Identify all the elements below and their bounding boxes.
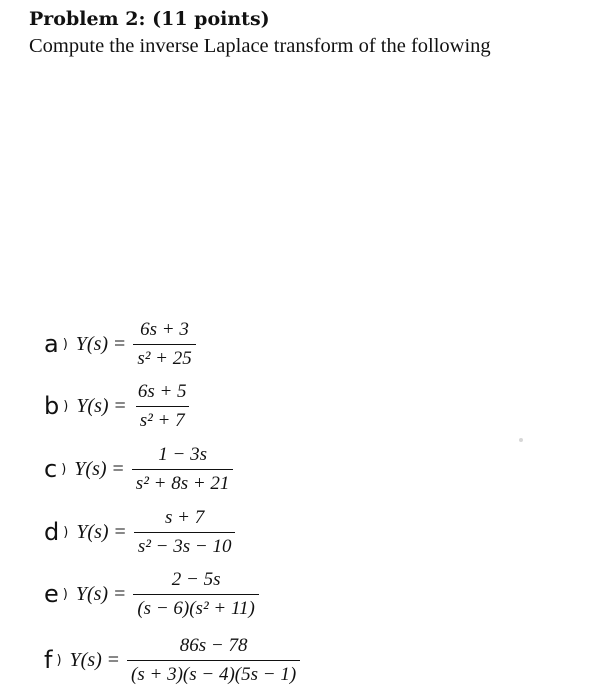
fraction	[133, 320, 195, 369]
equals-sign: =	[114, 332, 126, 355]
function-lhs: Y(s)	[75, 332, 109, 355]
problem-f	[44, 634, 300, 686]
function-lhs: Y(s)	[75, 582, 109, 605]
problem-letter: a	[44, 330, 59, 358]
problem-e	[44, 568, 259, 620]
function-lhs: Y(s)	[69, 648, 102, 671]
denominator: (s + 3)(s − 4)(5s − 1)	[127, 660, 300, 685]
denominator: s² + 7	[136, 406, 189, 431]
fraction	[127, 636, 300, 685]
fraction	[134, 508, 236, 557]
problem-paren: )	[63, 398, 69, 414]
equals-sign: =	[114, 520, 126, 543]
numerator: 6s + 3	[140, 318, 189, 340]
denominator: s² − 3s − 10	[134, 532, 236, 557]
stray-dot	[519, 438, 523, 442]
equals-sign: =	[114, 394, 126, 417]
problem-paren: )	[63, 524, 69, 540]
equals-sign: =	[114, 582, 126, 605]
fraction	[134, 382, 191, 431]
numerator: s + 7	[165, 506, 205, 528]
problem-b	[44, 380, 191, 432]
function-lhs: Y(s)	[76, 520, 109, 543]
function-lhs: Y(s)	[74, 457, 107, 480]
numerator: 86s − 78	[179, 634, 248, 656]
problem-paren: )	[61, 461, 67, 477]
equals-sign: =	[107, 648, 120, 671]
problem-letter: b	[44, 392, 60, 420]
problem-letter: e	[44, 580, 59, 608]
problem-letter: c	[44, 455, 58, 483]
problem-d	[44, 506, 235, 558]
denominator: (s − 6)(s² + 11)	[133, 594, 259, 619]
problem-c	[44, 443, 233, 495]
fraction	[132, 445, 234, 494]
problem-instructions: Compute the inverse Laplace transform of the following	[29, 35, 491, 57]
problem-paren: )	[56, 652, 62, 668]
equals-sign: =	[112, 457, 124, 480]
function-lhs: Y(s)	[76, 394, 109, 417]
problem-letter: f	[44, 646, 53, 674]
numerator: 6s + 5	[137, 380, 187, 402]
problem-heading: Problem 2: (11 points)	[29, 8, 270, 30]
problem-a	[44, 318, 196, 370]
problem-paren: )	[62, 586, 68, 602]
numerator: 1 − 3s	[158, 443, 207, 465]
problem-paren: )	[62, 336, 68, 352]
fraction	[133, 570, 259, 619]
problem-letter: d	[44, 518, 60, 546]
denominator: s² + 8s + 21	[132, 469, 234, 494]
numerator: 2 − 5s	[171, 568, 221, 590]
denominator: s² + 25	[133, 344, 195, 369]
